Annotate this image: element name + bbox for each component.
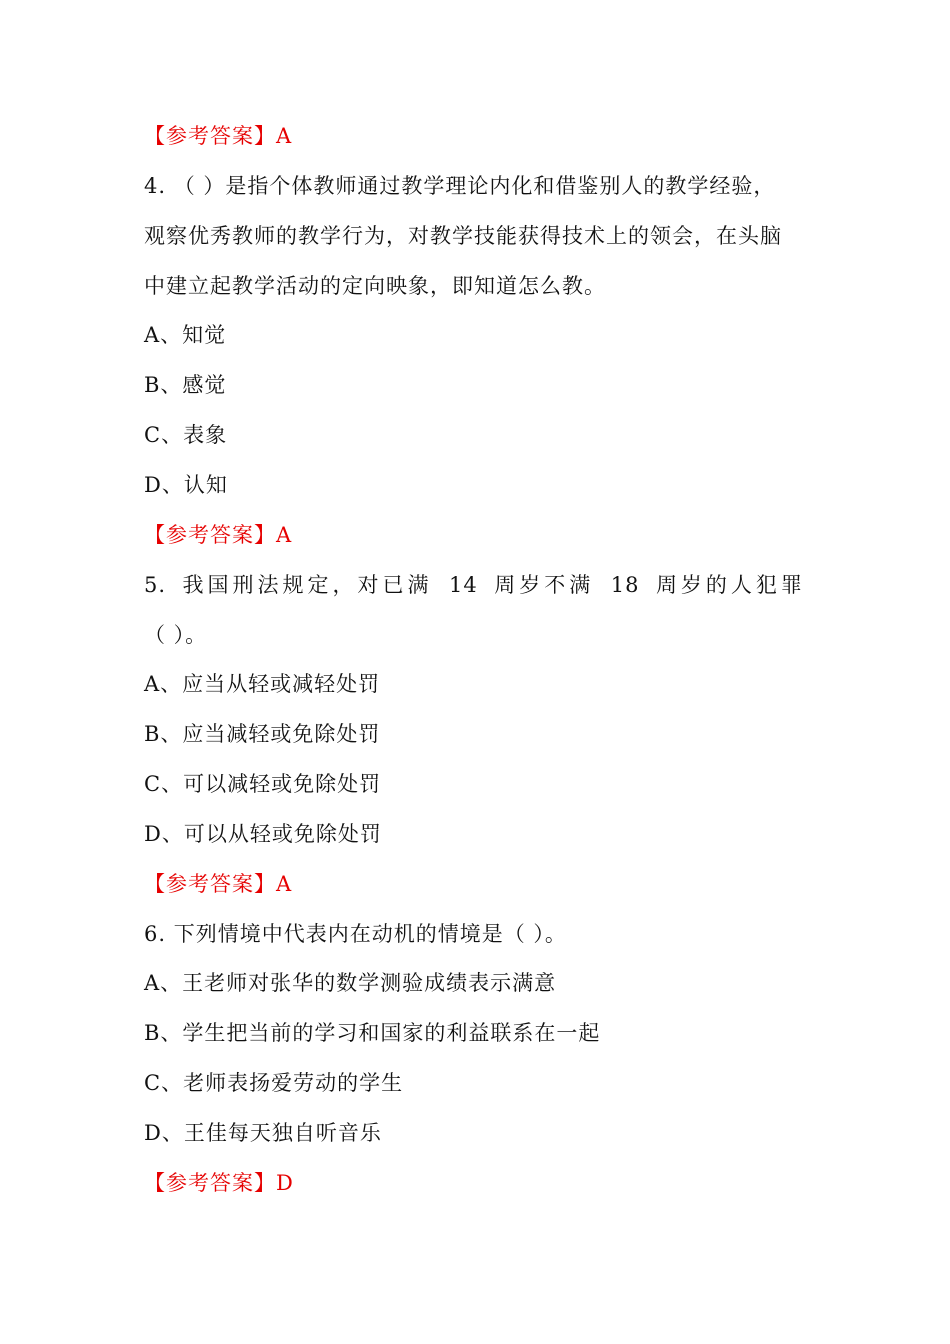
answer-value: A (276, 124, 293, 148)
question-4-line-3: 中建立起教学活动的定向映象，即知道怎么教。 (144, 274, 606, 298)
answer-label: 【参考答案】 (144, 1171, 276, 1195)
question-4-line-2: 观察优秀教师的教学行为，对教学技能获得技术上的领会，在头脑 (144, 224, 782, 248)
answer-line-q3 (144, 122, 292, 150)
question-6-option-d: D、王佳每天独自听音乐 (144, 1121, 382, 1145)
question-5-number: 5. (144, 573, 167, 597)
question-5-text-c: 周岁的人犯罪 (655, 573, 806, 597)
answer-value: A (276, 523, 293, 547)
question-5-text-a: 我国刑法规定，对已满 (182, 573, 433, 597)
answer-value: D (276, 1171, 294, 1195)
question-4-option-b: B、感觉 (144, 373, 227, 397)
question-6-option-c: C、老师表扬爱劳动的学生 (144, 1071, 404, 1095)
question-4-option-c: C、表象 (144, 423, 228, 447)
question-5-option-b: B、应当减轻或免除处罚 (144, 722, 381, 746)
question-6-option-a: A、王老师对张华的数学测验成绩表示满意 (144, 971, 557, 995)
question-6-line-1: 6. 下列情境中代表内在动机的情境是（ ）。 (144, 922, 567, 946)
answer-line-q5 (144, 870, 292, 898)
question-5-age-18: 18 (610, 573, 640, 597)
question-5-age-14: 14 (449, 573, 478, 597)
question-4-option-d: D、认知 (144, 473, 228, 497)
question-4-line-1: 4. （ ）是指个体教师通过教学理论内化和借鉴别人的教学经验， (144, 174, 776, 198)
question-5-line-1 (144, 571, 806, 599)
answer-line-q6 (144, 1169, 294, 1197)
question-5-text-b: 周岁不满 (494, 573, 595, 597)
answer-label: 【参考答案】 (144, 523, 276, 547)
answer-value: A (276, 872, 293, 896)
question-5-option-a: A、应当从轻或减轻处罚 (144, 672, 381, 696)
answer-label: 【参考答案】 (144, 124, 276, 148)
question-5-option-d: D、可以从轻或免除处罚 (144, 822, 382, 846)
question-5-option-c: C、可以减轻或免除处罚 (144, 772, 382, 796)
answer-label: 【参考答案】 (144, 872, 276, 896)
question-6-option-b: B、学生把当前的学习和国家的利益联系在一起 (144, 1021, 601, 1045)
question-4-option-a: A、知觉 (144, 323, 227, 347)
answer-line-q4 (144, 521, 292, 549)
question-5-line-2: （ ）。 (144, 623, 208, 647)
